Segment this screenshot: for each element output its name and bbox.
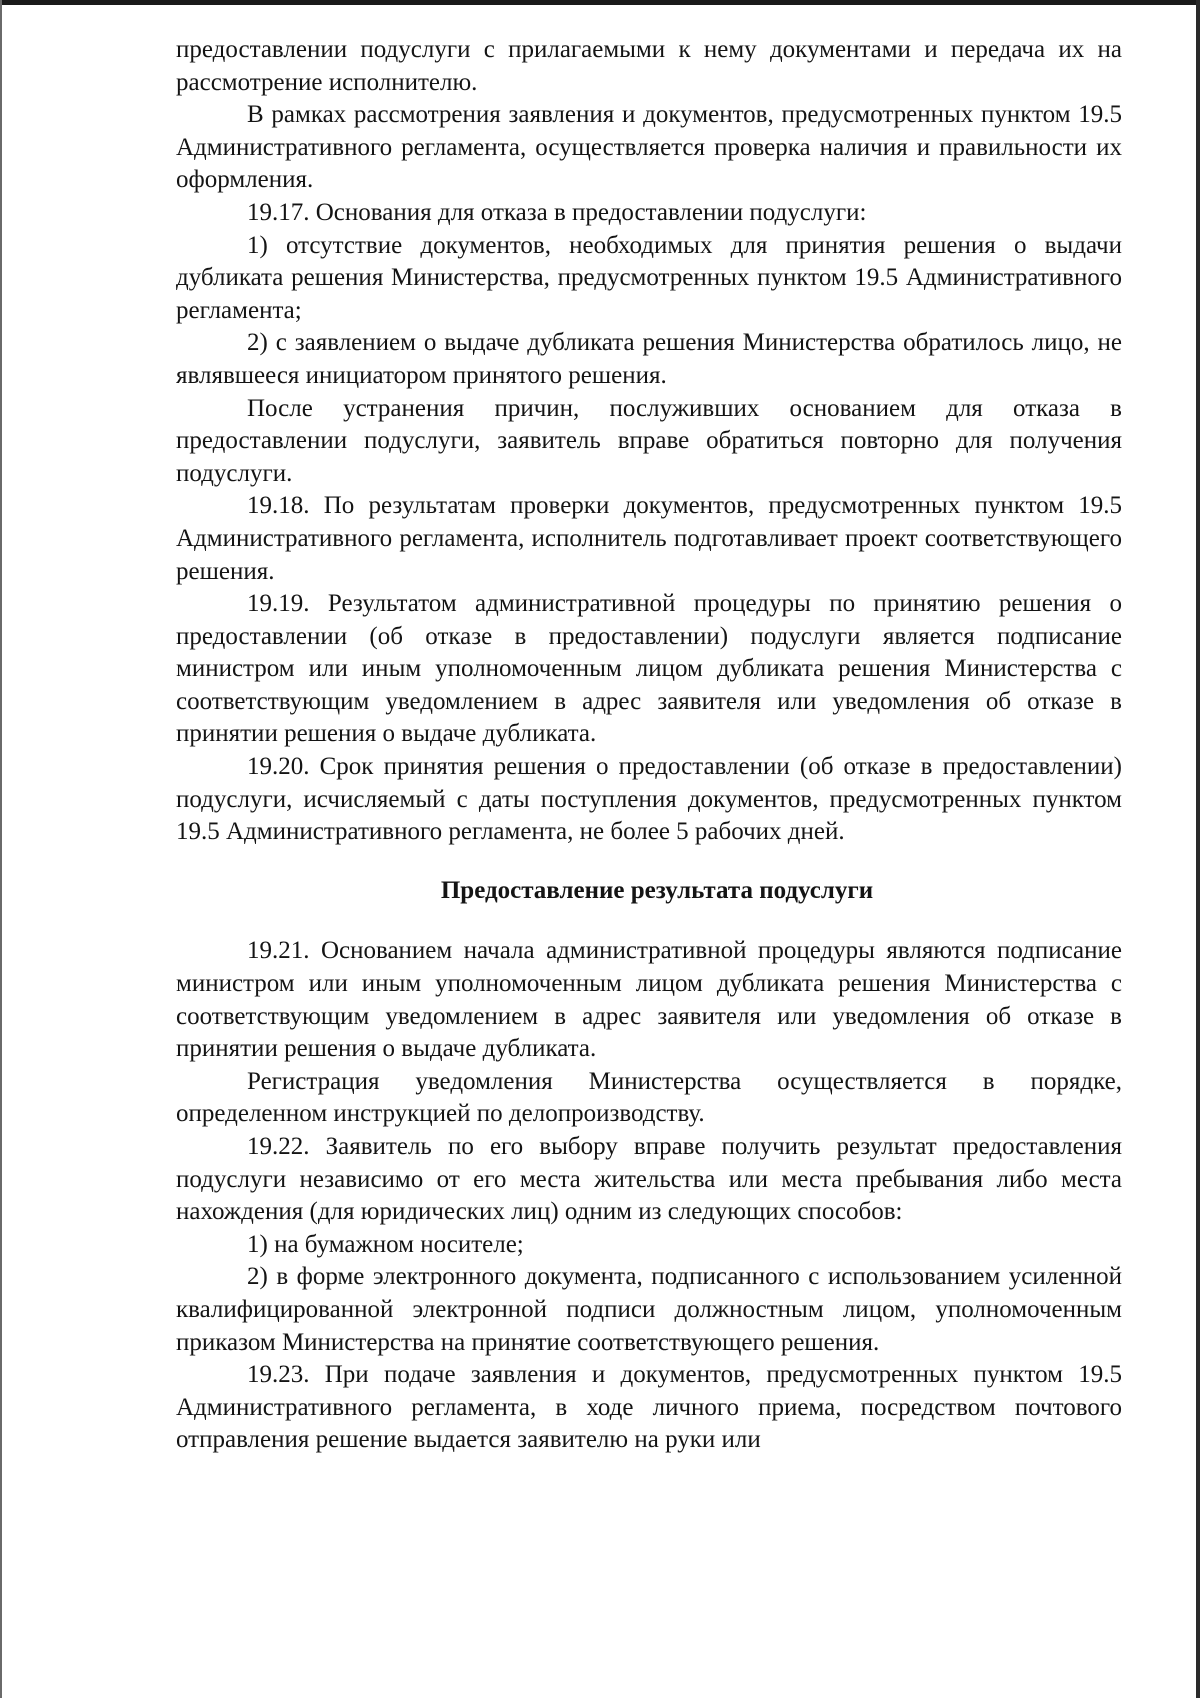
- list-item-refusal-2: 2) с заявлением о выдаче дубликата решения Министерства обратилось лицо, не являвшееся инициатором принятого решения.: [176, 329, 1122, 389]
- document-page: [176, 34, 1122, 1457]
- paragraph-19-17: 19.17. Основания для отказа в предоставлении подуслуги:: [247, 198, 867, 226]
- list-item-refusal-1: 1) отсутствие документов, необходимых для принятия решения о выдачи дубликата решения Министерства, предусмотренных пунктом 19.5 Административного регламента;: [176, 231, 1122, 324]
- paragraph-continuation: предоставлении подуслуги с прилагаемыми к нему документами и передача их на рассмотрение исполнителю.: [176, 36, 1122, 96]
- list-item-method-2: 2) в форме электронного документа, подписанного с использованием усиленной квалифицированной электронной подписи должностным лицом, уполномоченным приказом Министерства на принятие соответствующего решения.: [176, 1263, 1122, 1356]
- paragraph-registration: Регистрация уведомления Министерства осуществляется в порядке, определенном инструкцией по делопроизводству.: [176, 1067, 1122, 1128]
- section-heading: Предоставление результата подуслуги: [440, 876, 874, 904]
- paragraph-19-20: 19.20. Срок принятия решения о предоставлении (об отказе в предоставлении) подуслуги, исчисляемый с даты поступления документов, предусмотренных пунктом 19.5 Административного регламента, не более 5 рабочих дней.: [176, 753, 1122, 846]
- paragraph-19-22: 19.22. Заявитель по его выбору вправе получить результат предоставления подуслуги независимо от его места жительства или места пребывания либо места нахождения (для юридических лиц) одним из следующих способов:: [176, 1133, 1122, 1226]
- paragraph-19-18: 19.18. По результатам проверки документов, предусмотренных пунктом 19.5 Административного регламента, исполнитель подготавливает проект соответствующего решения.: [176, 492, 1122, 585]
- paragraph-19-23: 19.23. При подаче заявления и документов, предусмотренных пунктом 19.5 Административного регламента, в ходе личного приема, посредством почтового отправления решение выдается заявителю на руки или: [176, 1361, 1122, 1454]
- paragraph-19-19: 19.19. Результатом административной процедуры по принятию решения о предоставлении (об отказе в предоставлении) подуслуги является подписание министром или иным уполномоченным лицом дубликата решения Министерства с соответствующим уведомлением в адрес заявителя или уведомления об отказе в принятии решения о выдаче дубликата.: [176, 590, 1122, 748]
- paragraph-19-21: 19.21. Основанием начала административной процедуры являются подписание министром или иным уполномоченным лицом дубликата решения Министерства с соответствующим уведомлением в адрес заявителя или уведомления об отказе в принятии решения о выдаче дубликата.: [176, 937, 1122, 1063]
- paragraph-reapply: После устранения причин, послуживших основанием для отказа в предоставлении подуслуги, заявитель вправе обратиться повторно для получения подуслуги.: [176, 394, 1122, 487]
- paragraph-review-scope: В рамках рассмотрения заявления и документов, предусмотренных пунктом 19.5 Административного регламента, осуществляется проверка наличия и правильности их оформления.: [176, 101, 1122, 194]
- scan-edge-left: [0, 0, 2, 1698]
- scan-edge-top: [0, 0, 1200, 5]
- list-item-method-1: 1) на бумажном носителе;: [247, 1230, 524, 1258]
- scan-edge-right: [1196, 0, 1200, 1698]
